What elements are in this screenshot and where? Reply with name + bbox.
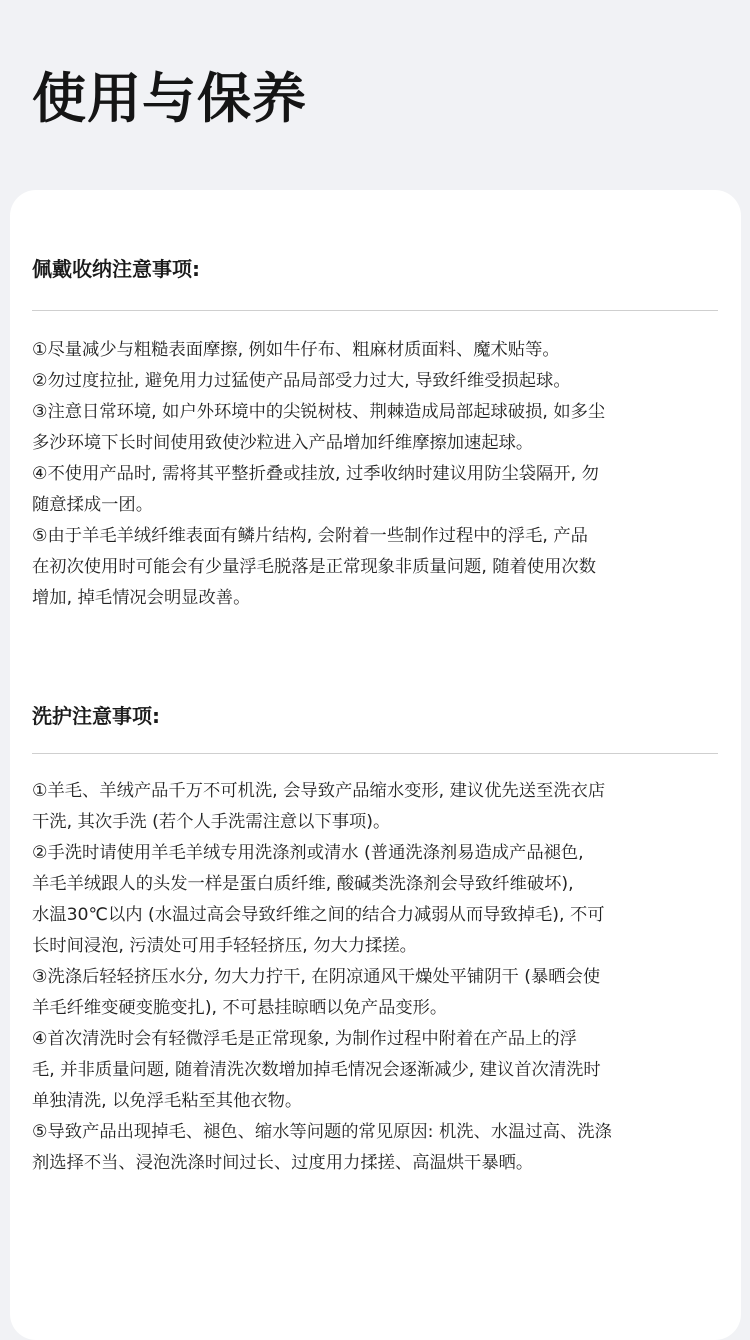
list-item: ②勿过度拉扯, 避免用力过猛使产品局部受力过大, 导致纤维受损起球。 [32, 371, 571, 391]
list-item: ④首次清洗时会有轻微浮毛是正常现象, 为制作过程中附着在产品上的浮 毛, 并非质量问题, 随着清洗次数增加掉毛情况会逐渐减少, 建议首次清洗时 单独清洗, 以免浮毛粘至其他衣物。 [32, 1029, 601, 1111]
care-card [10, 190, 741, 1340]
list-item: ③注意日常环境, 如户外环境中的尖锐树枝、荆棘造成局部起球破损, 如多尘 多沙环境下长时间使用致使沙粒进入产品增加纤维摩擦加速起球。 [32, 402, 606, 453]
list-item: ⑤由于羊毛羊绒纤维表面有鳞片结构, 会附着一些制作过程中的浮毛, 产品 在初次使用时可能会有少量浮毛脱落是正常现象非质量问题, 随着使用次数 增加, 掉毛情况会明显改善。 [32, 526, 596, 608]
section-title-washing: 洗护注意事项: [32, 704, 160, 728]
divider [32, 310, 718, 311]
list-item: ④不使用产品时, 需将其平整折叠或挂放, 过季收纳时建议用防尘袋隔开, 勿 随意揉成一团。 [32, 464, 599, 515]
section-title-wear-storage: 佩戴收纳注意事项: [32, 257, 200, 281]
list-item: ①尽量减少与粗糙表面摩擦, 例如牛仔布、粗麻材质面料、魔术贴等。 [32, 340, 560, 360]
divider [32, 753, 718, 754]
list-item: ②手洗时请使用羊毛羊绒专用洗涤剂或清水 (普通洗涤剂易造成产品褪色, 羊毛羊绒跟人的头发一样是蛋白质纤维, 酸碱类洗涤剂会导致纤维破坏), 水温30℃以内 (水温过高会导致纤维之间的结合力减弱从而导致掉毛), 不可 长时间浸泡, 污渍处可用手轻轻挤压, 勿大力揉搓。 [32, 843, 605, 956]
page-title: 使用与保养 [32, 67, 307, 130]
list-item: ⑤导致产品出现掉毛、褪色、缩水等问题的常见原因: 机洗、水温过高、洗涤 剂选择不当、浸泡洗涤时间过长、过度用力揉搓、高温烘干暴晒。 [32, 1122, 612, 1173]
list-item: ①羊毛、羊绒产品千万不可机洗, 会导致产品缩水变形, 建议优先送至洗衣店 干洗, 其次手洗 (若个人手洗需注意以下事项)。 [32, 781, 606, 832]
wear-storage-list [32, 335, 722, 614]
list-item: ③洗涤后轻轻挤压水分, 勿大力拧干, 在阴凉通风干燥处平铺阴干 (暴晒会使 羊毛纤维变硬变脆变扎), 不可悬挂晾晒以免产品变形。 [32, 967, 601, 1018]
washing-list [32, 776, 722, 1179]
